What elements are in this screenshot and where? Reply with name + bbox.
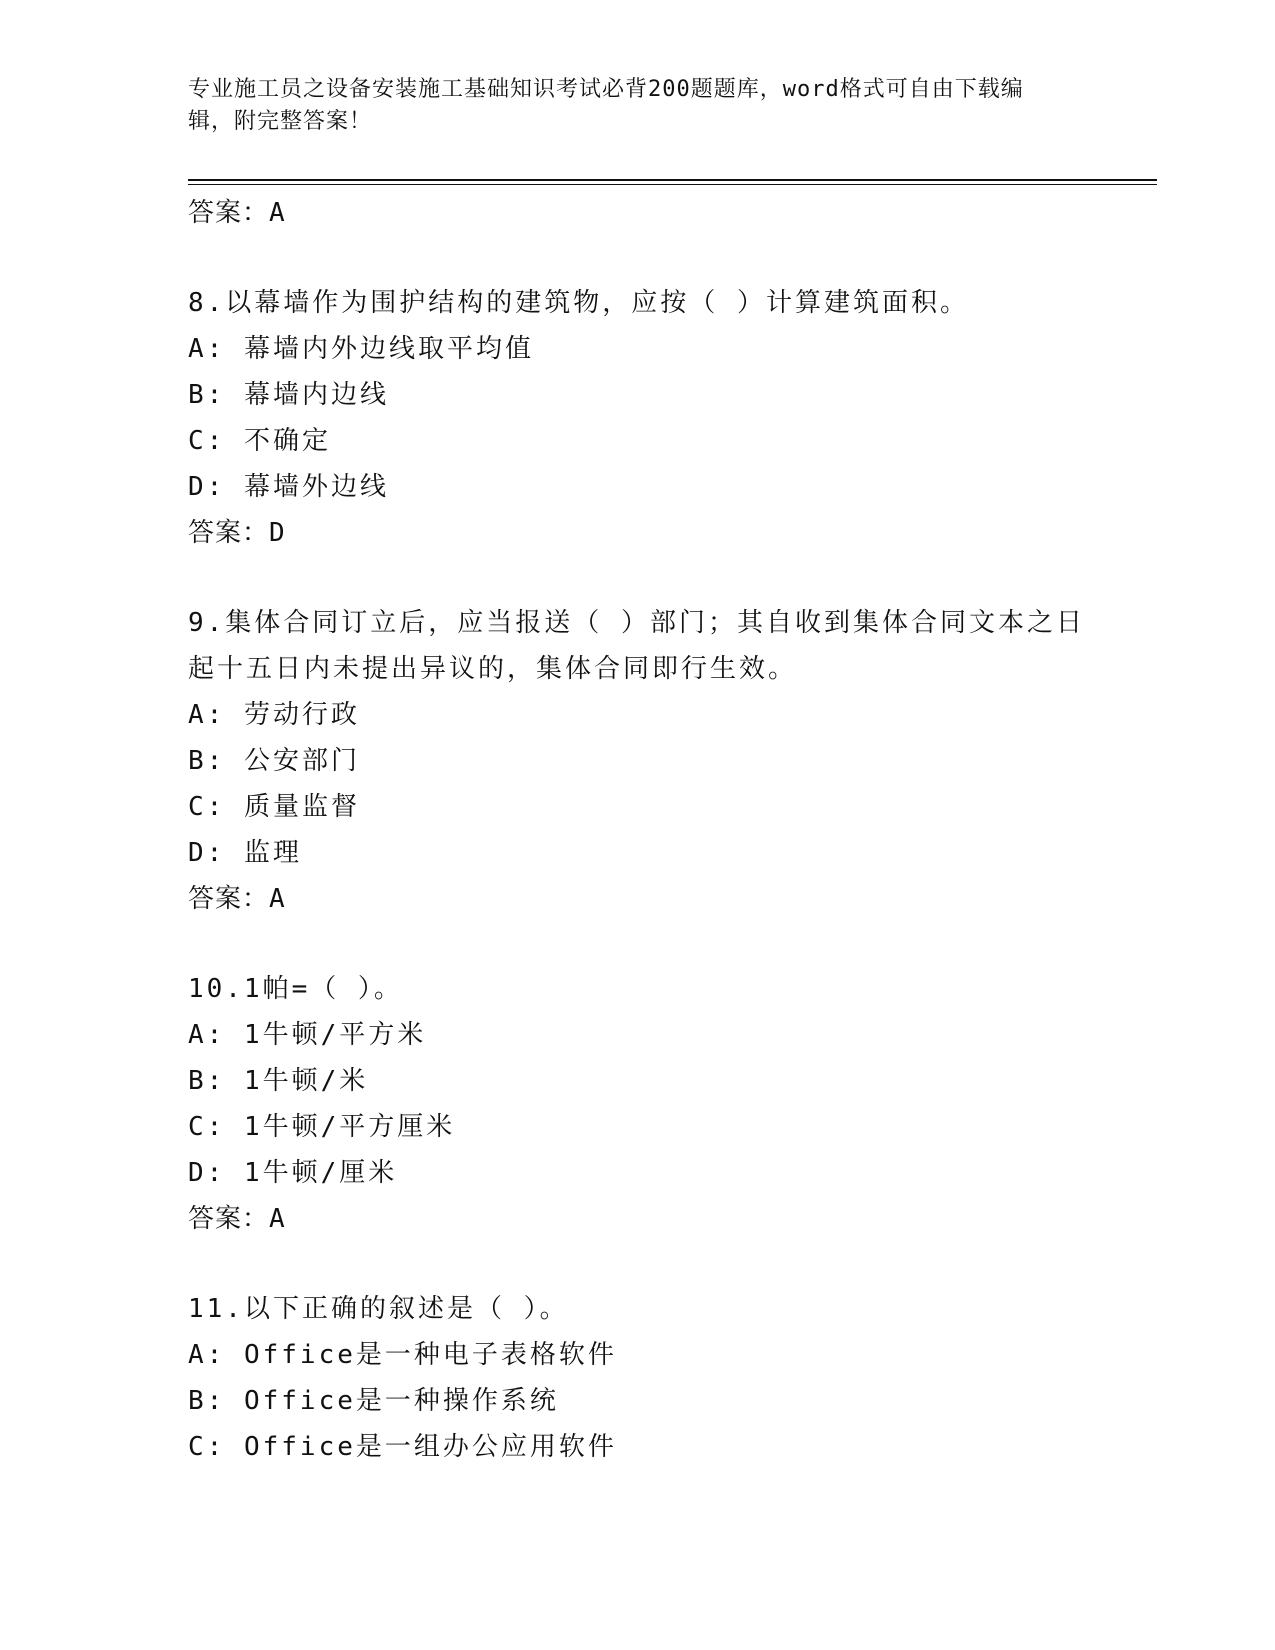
- document-title: 专业施工员之设备安装施工基础知识考试必背200题题库，word格式可自由下载编辑，附完整答案！: [188, 77, 1024, 134]
- option-c: C: 质量监督: [188, 792, 360, 822]
- option-a: A: 劳动行政: [188, 700, 360, 730]
- question-block: [188, 280, 1148, 556]
- answer-line: 答案：A: [188, 1204, 286, 1234]
- answer-line: 答案：D: [188, 518, 286, 548]
- option-b: B: 幕墙内边线: [188, 380, 389, 410]
- question-block: [188, 1286, 1148, 1470]
- option-d: D: 幕墙外边线: [188, 472, 389, 502]
- header-divider-thin: [188, 184, 1157, 185]
- question-text: 11.以下正确的叙述是（ ）。: [188, 1294, 569, 1324]
- answer-line: 答案：A: [188, 198, 286, 228]
- option-d: D: 监理: [188, 838, 302, 868]
- question-text: 10.1帕=（ ）。: [188, 974, 403, 1004]
- question-list: [188, 190, 1148, 1470]
- option-b: B: Office是一种操作系统: [188, 1386, 559, 1416]
- option-a: A: 1牛顿/平方米: [188, 1020, 427, 1050]
- answer-line: 答案：A: [188, 884, 286, 914]
- option-a: A: Office是一种电子表格软件: [188, 1340, 617, 1370]
- option-d: D: 1牛顿/厘米: [188, 1158, 398, 1188]
- option-a: A: 幕墙内外边线取平均值: [188, 334, 534, 364]
- option-c: C: 1牛顿/平方厘米: [188, 1112, 456, 1142]
- question-text: 9.集体合同订立后，应当报送（ ）部门；其自收到集体合同文本之日起十五日内未提出异议的，集体合同即行生效。: [188, 608, 1085, 684]
- question-block: [188, 966, 1148, 1242]
- question-text: 8.以幕墙作为围护结构的建筑物，应按（ ）计算建筑面积。: [188, 288, 969, 318]
- option-c: C: Office是一组办公应用软件: [188, 1432, 617, 1462]
- document-header: [188, 74, 1068, 138]
- question-block: [188, 600, 1148, 922]
- option-b: B: 公安部门: [188, 746, 360, 776]
- option-c: C: 不确定: [188, 426, 331, 456]
- header-divider-thick: [188, 179, 1157, 181]
- option-b: B: 1牛顿/米: [188, 1066, 369, 1096]
